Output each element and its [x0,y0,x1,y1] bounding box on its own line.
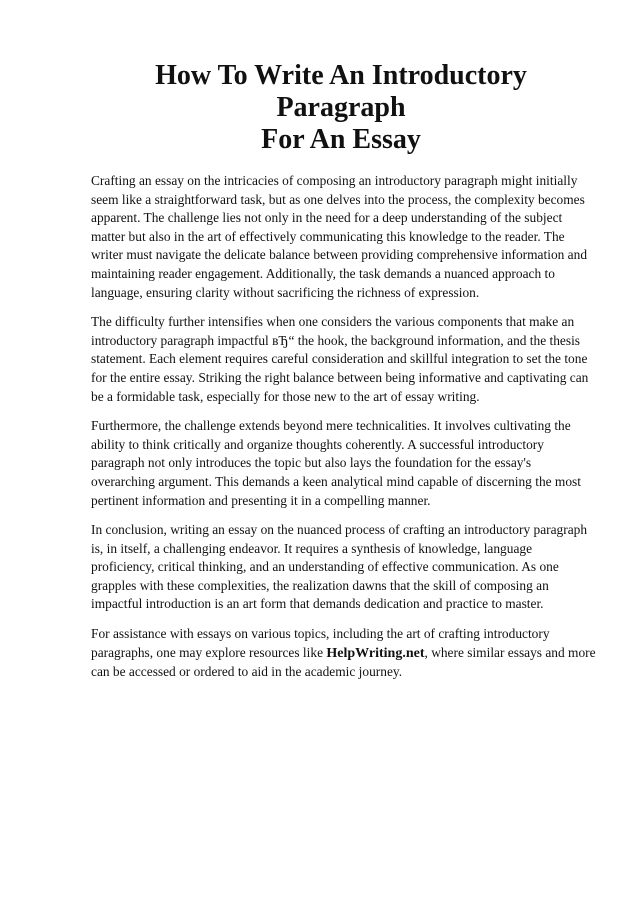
paragraph-5 [91,625,596,682]
helpwriting-link[interactable]: HelpWriting.net [326,645,425,661]
title-line-1: How To Write An Introductory Paragraph [155,60,527,123]
paragraph-5-before: For assistance with essays on various topics, including the art of crafting introductory paragraphs, one may explore resources like [91,626,550,660]
paragraph-3: Furthermore, the challenge extends beyond mere technicalities. It involves cultivating the ability to think critically and organize thoughts coherently. A successful introductory paragraph not only introduces the topic but also lays the foundation for the essay's overarching argument. This demands a keen analytical mind capable of discerning the most pertinent information and presenting it in a compelling manner. [91,418,581,508]
paragraph-2: The difficulty further intensifies when one considers the various components that make an introductory paragraph impactful вЂ“ the hook, the background information, and the thesis statement. Each element requires careful consideration and skillful integration to set the tone for the entire essay. Striking the right balance between being informative and captivating can be a formidable task, especially for those new to the art of essay writing. [91,314,589,404]
document-body [91,172,594,682]
page-title [91,60,591,156]
paragraph-5-after: , where similar essays and more can be accessed or ordered to aid in the academic journey. [91,644,596,680]
title-line-2: For An Essay [261,124,421,155]
paragraph-1: Crafting an essay on the intricacies of composing an introductory paragraph might initially seem like a straightforward task, but as one delves into the process, the complexity becomes apparent. The challenge lies not only in the need for a deep understanding of the subject matter but also in the art of effectively communicating this knowledge to the reader. The writer must navigate the delicate balance between providing comprehensive information and maintaining reader engagement. Additionally, the task demands a nuanced approach to language, ensuring clarity without sacrificing the richness of expression. [91,173,588,300]
paragraph-4: In conclusion, writing an essay on the nuanced process of crafting an introductory paragraph is, in itself, a challenging endeavor. It requires a synthesis of knowledge, language proficiency, critical thinking, and an understanding of effective communication. As one grapples with these complexities, the realization dawns that the skill of composing an impactful introduction is an art form that demands dedication and practice to master. [91,522,588,612]
